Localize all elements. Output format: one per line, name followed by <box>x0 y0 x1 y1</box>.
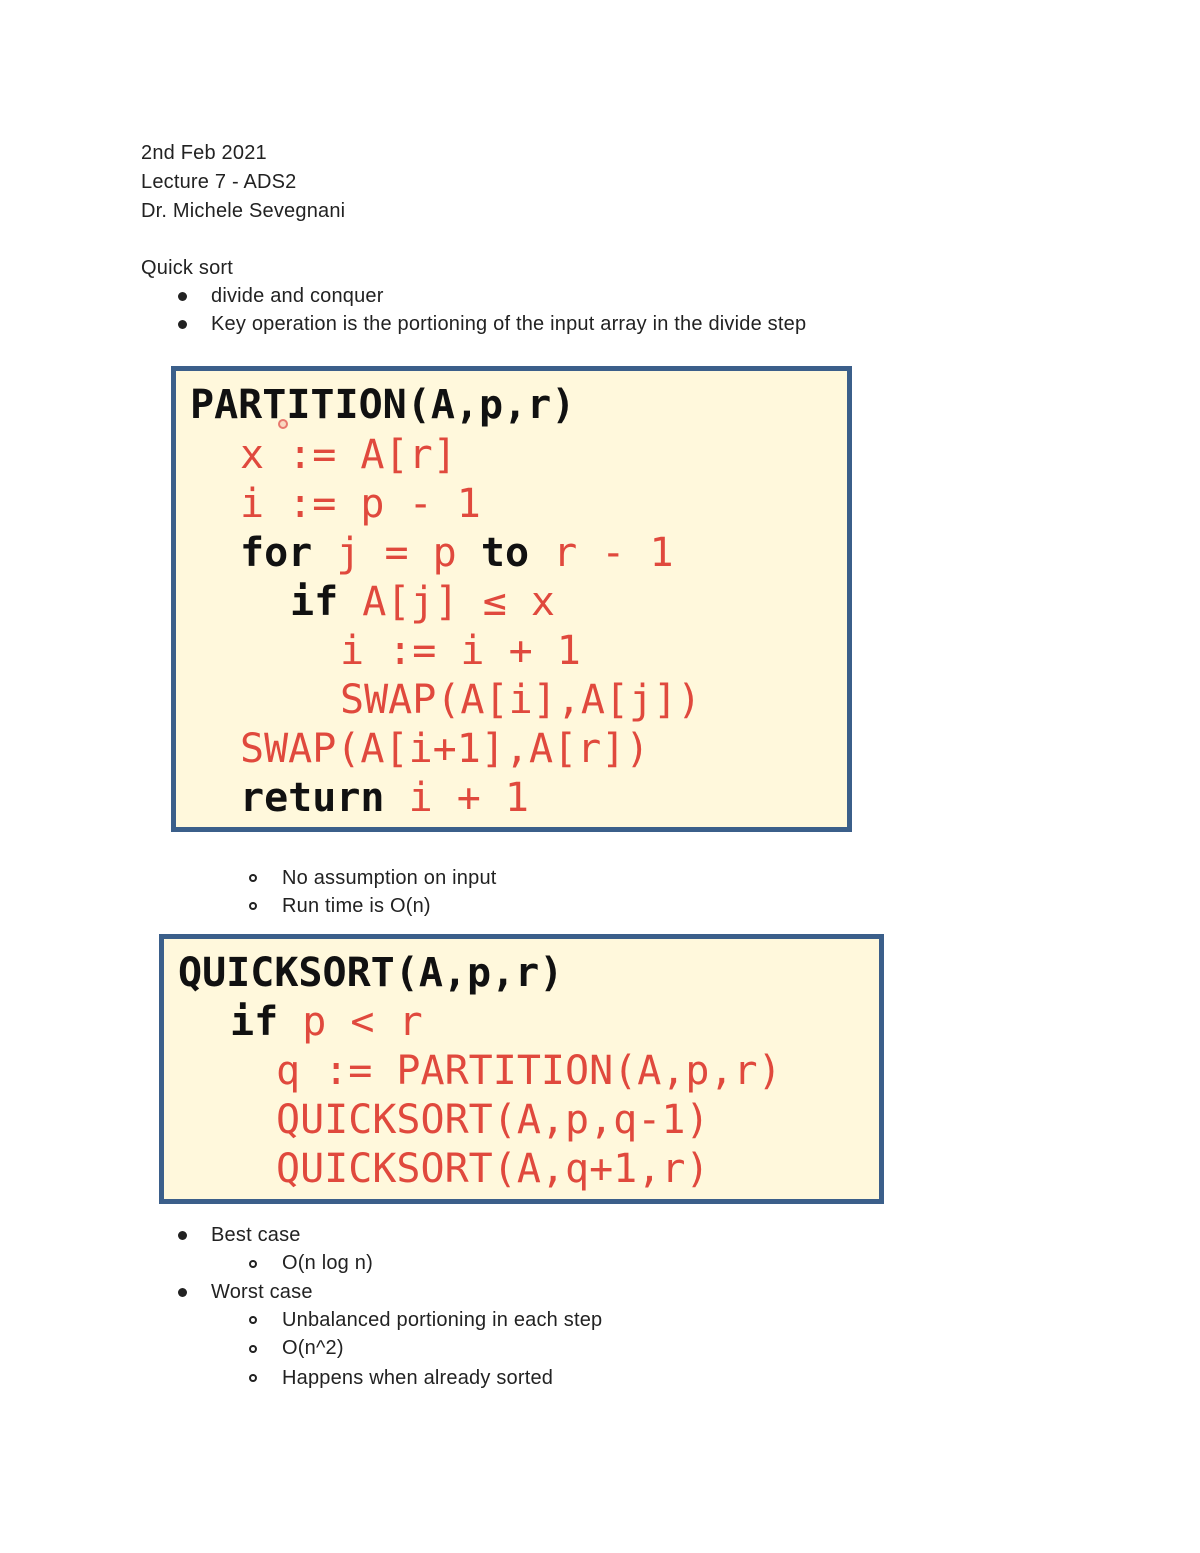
lecturer-name: Dr. Michele Sevegnani <box>141 200 346 222</box>
list-item: Unbalanced portioning in each step <box>282 1309 603 1331</box>
return-keyword: return <box>240 775 385 821</box>
if-keyword: if <box>290 579 339 625</box>
bullet-dot <box>178 1231 187 1240</box>
bullet-ring <box>249 1345 257 1353</box>
code-line-return <box>240 774 529 822</box>
bullet-ring <box>249 1374 257 1382</box>
list-item: Key operation is the portioning of the input array in the divide step <box>211 313 807 335</box>
bullet-dot <box>178 292 187 301</box>
code-fragment: p < r <box>302 999 423 1045</box>
code-line: x := A[r] <box>240 432 457 478</box>
code-line: SWAP(A[i],A[j]) <box>340 677 702 723</box>
code-line: SWAP(A[i+1],A[r]) <box>240 726 650 772</box>
list-item-best-case: Best case <box>211 1224 301 1246</box>
cursor-marker <box>278 419 288 429</box>
bullet-ring <box>249 874 257 882</box>
date-text: 2nd Feb 2021 <box>141 142 267 164</box>
bullet-ring <box>249 902 257 910</box>
code-line: QUICKSORT(A,q+1,r) <box>276 1146 710 1192</box>
code-line: i := i + 1 <box>340 628 581 674</box>
code-line-if <box>230 998 423 1046</box>
list-item: Happens when already sorted <box>282 1367 554 1389</box>
if-keyword: if <box>230 999 279 1045</box>
list-item: divide and conquer <box>211 285 384 307</box>
code-line: QUICKSORT(A,p,q-1) <box>276 1097 710 1143</box>
bullet-dot <box>178 320 187 329</box>
code-fragment: i + 1 <box>408 775 530 821</box>
bullet-ring <box>249 1316 257 1324</box>
list-item-worst-case: Worst case <box>211 1281 313 1303</box>
list-item: No assumption on input <box>282 867 497 889</box>
code-line-if <box>290 578 555 626</box>
code-fragment: A[j] ≤ x <box>362 579 555 625</box>
code-line-for <box>240 529 674 577</box>
code-line: i := p - 1 <box>240 481 481 527</box>
lecture-title: Lecture 7 - ADS2 <box>141 171 297 193</box>
list-item: Run time is O(n) <box>282 895 431 917</box>
code-fragment: r - 1 <box>553 530 674 576</box>
section-title: Quick sort <box>141 257 234 279</box>
partition-code-box <box>171 366 852 832</box>
code-fragment: j = p <box>336 530 457 576</box>
quicksort-code-box <box>159 934 884 1204</box>
partition-signature: PARTITION(A,p,r) <box>190 382 576 428</box>
bullet-dot <box>178 1288 187 1297</box>
to-keyword: to <box>480 530 530 576</box>
list-item: O(n^2) <box>282 1337 344 1359</box>
code-line: q := PARTITION(A,p,r) <box>276 1048 782 1094</box>
quicksort-signature: QUICKSORT(A,p,r) <box>178 950 564 996</box>
for-keyword: for <box>240 530 313 576</box>
bullet-ring <box>249 1260 257 1268</box>
list-item: O(n log n) <box>282 1252 373 1274</box>
